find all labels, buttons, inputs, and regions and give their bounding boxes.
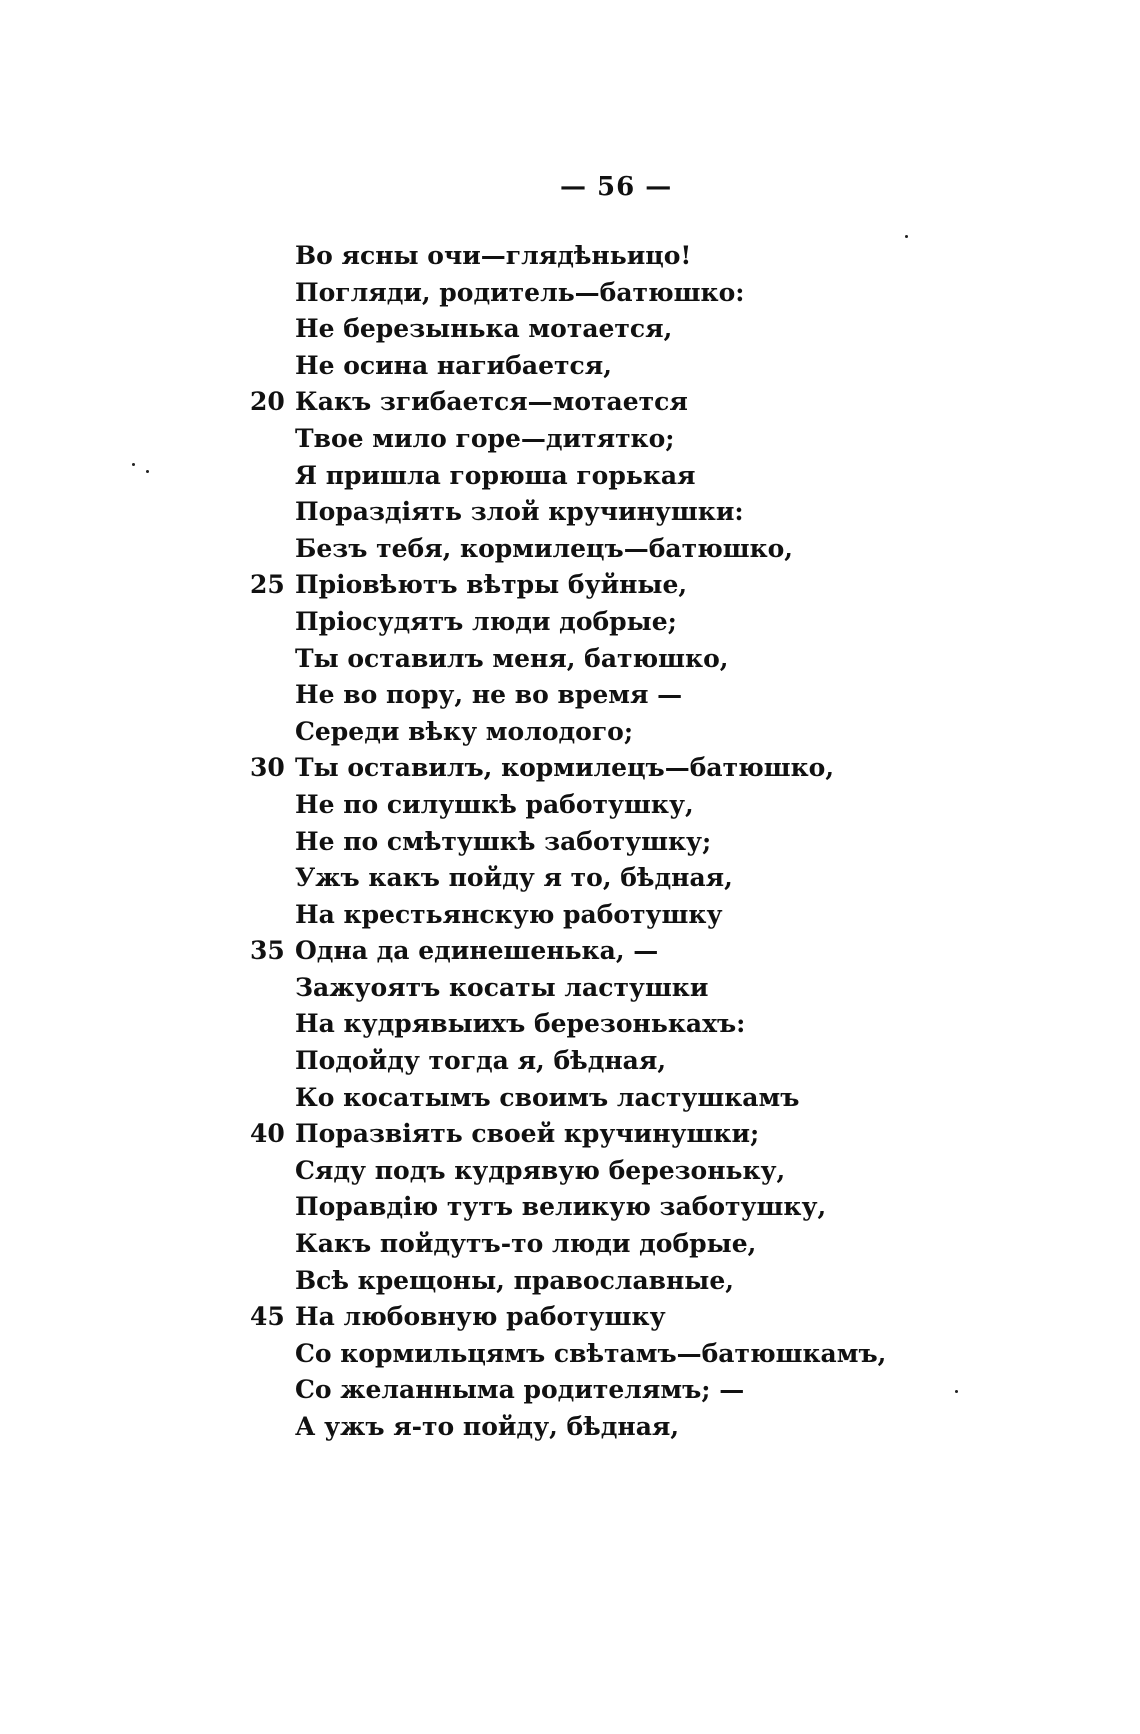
line-text: Ты оставилъ меня, батюшко, bbox=[295, 643, 729, 673]
poem-line bbox=[250, 1409, 810, 1446]
line-text: На любовную работушку bbox=[295, 1302, 666, 1332]
poem-line bbox=[250, 1189, 827, 1226]
line-text: Ко косатымъ своимъ ластушкамъ bbox=[295, 1082, 800, 1112]
line-text: Со желанныма родителямъ; — bbox=[295, 1375, 745, 1405]
poem-line bbox=[250, 1226, 810, 1263]
line-text: Подойду тогда я, бѣдная, bbox=[295, 1046, 667, 1076]
poem-text bbox=[250, 238, 887, 1446]
line-text: Зажуоятъ косаты ластушки bbox=[295, 972, 709, 1002]
line-text: Одна да единешенька, — bbox=[295, 936, 659, 966]
line-number: 40 bbox=[250, 1119, 285, 1149]
poem-line bbox=[250, 348, 810, 385]
line-text: На кудрявыихъ березонькахъ: bbox=[295, 1009, 746, 1039]
poem-line bbox=[250, 933, 810, 970]
line-text: Пораздіять злой кручинушки: bbox=[295, 497, 744, 527]
poem-line bbox=[250, 1080, 810, 1117]
poem-line bbox=[250, 421, 810, 458]
line-text: Какъ згибается—мотается bbox=[295, 387, 688, 417]
poem-line bbox=[250, 824, 810, 861]
poem-line bbox=[250, 1336, 887, 1373]
poem-line bbox=[250, 860, 810, 897]
line-text: Не по смѣтушкѣ заботушку; bbox=[295, 826, 712, 856]
line-text: Пріосудятъ люди добрые; bbox=[295, 606, 677, 636]
poem-line bbox=[250, 1043, 810, 1080]
poem-line bbox=[250, 458, 810, 495]
print-speck bbox=[132, 463, 135, 466]
print-speck bbox=[955, 1390, 958, 1393]
line-text: Сяду подъ кудрявую березоньку, bbox=[295, 1155, 786, 1185]
line-number: 45 bbox=[250, 1302, 285, 1332]
line-text: Всѣ крещоны, православные, bbox=[295, 1265, 734, 1295]
line-number: 25 bbox=[250, 570, 285, 600]
poem-line bbox=[250, 787, 810, 824]
line-text: Поравдію тутъ великую заботушку, bbox=[295, 1192, 827, 1222]
line-text: Погляди, родитель—батюшко: bbox=[295, 277, 745, 307]
line-text: Не осина нагибается, bbox=[295, 350, 612, 380]
poem-line bbox=[250, 494, 810, 531]
line-number: 30 bbox=[250, 753, 285, 783]
line-text: Во ясны очи—глядѣньицо! bbox=[295, 241, 692, 270]
line-text: Не по силушкѣ работушку, bbox=[295, 789, 694, 819]
line-number: 20 bbox=[250, 387, 285, 417]
line-text: Со кормильцямъ свѣтамъ—батюшкамъ, bbox=[295, 1338, 887, 1368]
page-number: — 56 — bbox=[560, 172, 673, 202]
line-text: Твое мило горе—дитятко; bbox=[295, 423, 675, 453]
poem-line bbox=[250, 1372, 810, 1409]
line-text: Ужъ какъ пойду я то, бѣдная, bbox=[295, 863, 733, 893]
poem-line bbox=[250, 1299, 810, 1336]
line-text: Пріовѣютъ вѣтры буйные, bbox=[295, 570, 688, 600]
line-text: А ужъ я-то пойду, бѣдная, bbox=[295, 1412, 680, 1441]
poem-line bbox=[250, 750, 835, 787]
poem-line bbox=[250, 604, 810, 641]
line-text: Середи вѣку молодого; bbox=[295, 716, 634, 746]
poem-line bbox=[250, 531, 810, 568]
poem-line bbox=[250, 970, 810, 1007]
line-text: Не березынька мотается, bbox=[295, 314, 673, 344]
poem-line bbox=[250, 384, 810, 421]
poem-line bbox=[250, 677, 810, 714]
poem-line bbox=[250, 714, 810, 751]
line-text: Безъ тебя, кормилецъ—батюшко, bbox=[295, 533, 793, 563]
poem-line bbox=[250, 275, 810, 312]
line-text: Какъ пойдутъ-то люди добрые, bbox=[295, 1229, 757, 1259]
line-text: Ты оставилъ, кормилецъ—батюшко, bbox=[295, 753, 835, 783]
line-text: На крестьянскую работушку bbox=[295, 899, 723, 929]
line-text: Поразвіять своей кручинушки; bbox=[295, 1119, 760, 1149]
poem-line bbox=[250, 1116, 810, 1153]
poem-line bbox=[250, 1263, 810, 1300]
line-number: 35 bbox=[250, 936, 285, 966]
print-speck bbox=[905, 235, 908, 238]
poem-line bbox=[250, 1153, 810, 1190]
poem-line bbox=[250, 641, 810, 678]
poem-line bbox=[250, 1006, 810, 1043]
poem-line bbox=[250, 567, 810, 604]
print-speck bbox=[146, 470, 149, 473]
poem-line bbox=[250, 238, 810, 275]
line-text: Не во пору, не во время — bbox=[295, 680, 683, 710]
poem-line bbox=[250, 311, 810, 348]
poem-line bbox=[250, 897, 810, 934]
line-text: Я пришла горюша горькая bbox=[295, 460, 696, 490]
